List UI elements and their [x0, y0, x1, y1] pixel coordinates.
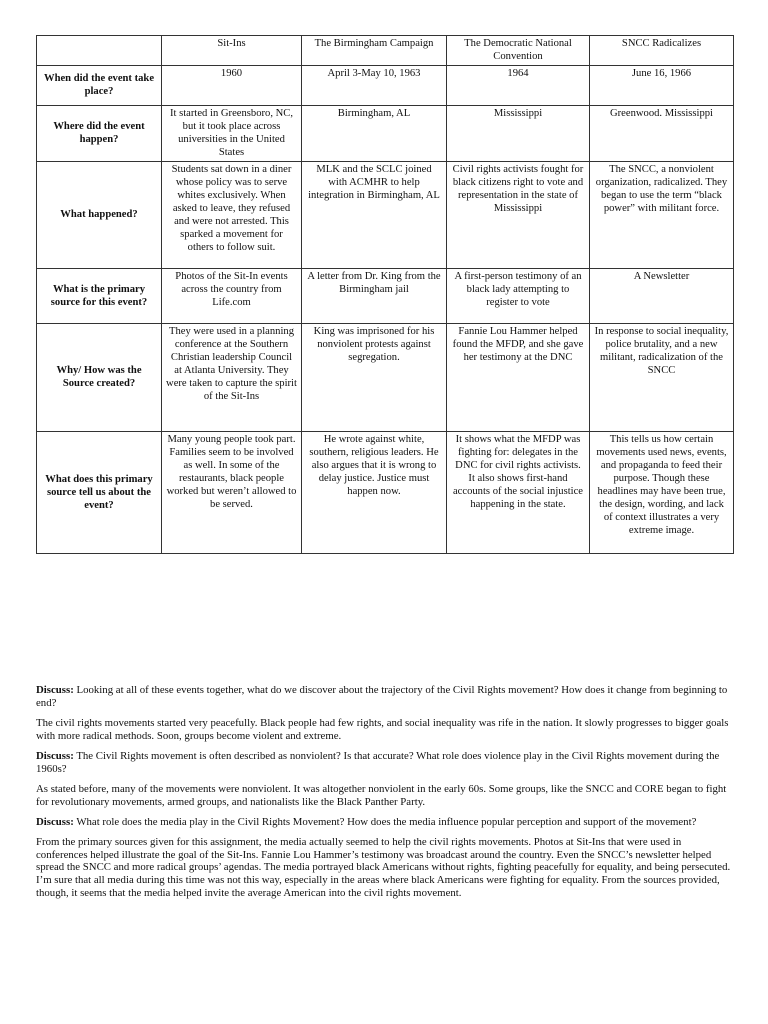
table-cell: It started in Greensboro, NC, but it took place across universities in the United States: [162, 106, 302, 162]
column-header-sit-ins: Sit-Ins: [162, 36, 302, 66]
discuss-question: Looking at all of these events together, what do we discover about the trajectory of the Civil Rights movement? How does it change from beginning to end?: [36, 684, 728, 709]
row-question: Where did the event happen?: [37, 106, 162, 162]
table-cell: He wrote against white, southern, religious leaders. He also argues that it is wrong to delay justice. Justice must happen now.: [302, 432, 447, 554]
discuss-answer: The civil rights movements started very peacefully. Black people had few rights, and social inequality was rife in the nation. It slowly progresses to bigger goals with more radical methods. Soon, groups become violent and extreme.: [36, 716, 729, 742]
discuss-label: Discuss:: [36, 684, 74, 696]
discuss-prompt: [36, 684, 734, 710]
discuss-question: What role does the media play in the Civil Rights Movement? How does the media influence popular perception and support of the movement?: [76, 815, 697, 828]
table-cell: King was imprisoned for his nonviolent protests against segregation.: [302, 324, 447, 432]
table-cell: 1960: [162, 66, 302, 106]
table-cell: Civil rights activists fought for black citizens right to vote and representation in the state of Mississippi: [447, 162, 590, 269]
row-question: Why/ How was the Source created?: [37, 324, 162, 432]
row-question: When did the event take place?: [37, 66, 162, 106]
column-header-dnc: The Democratic National Convention: [447, 36, 590, 66]
discuss-answer: As stated before, many of the movements were nonviolent. It was altogether nonviolent in the early 60s. Some groups, like the SNCC and CORE began to fight for revolutionary movements, armed groups, and nationalists like the Black Panther Party.: [36, 782, 727, 808]
discuss-answer: From the primary sources given for this assignment, the media actually seemed to help the civil rights movements. Photos at Sit-Ins that were used in conferences helped illustrate the goal of the Sit-Ins. Fannie Lou Hammer’s testimony was broadcast around the country. Even the SNCC’s newsletter helped spread the SNCC and more radical groups’ agendas. The media portrayed black Americans without rights, fighting peacefully for equality, and being persecuted. I’m sure that all media during this time was not this way, especially in the areas where black Americans were fighting for equality. From the sources provided, though, it seems that the media helped invite the average American into the civil rights movement.: [36, 835, 731, 900]
table-row: [37, 269, 734, 324]
table-cell: June 16, 1966: [590, 66, 734, 106]
table-cell: Birmingham, AL: [302, 106, 447, 162]
table-cell: Many young people took part. Families seem to be involved as well. In some of the restaurants, black people worked but weren’t allowed to be served.: [162, 432, 302, 554]
table-cell: Photos of the Sit-In events across the country from Life.com: [162, 269, 302, 324]
table-cell: Mississippi: [447, 106, 590, 162]
table-cell: In response to social inequality, police brutality, and a new militant, radicalization of the SNCC: [590, 324, 734, 432]
table-header-row: [37, 36, 734, 66]
discuss-label: Discuss:: [36, 815, 74, 828]
table-cell: A letter from Dr. King from the Birmingham jail: [302, 269, 447, 324]
table-cell: It shows what the MFDP was fighting for: delegates in the DNC for civil rights activists. It also shows first-hand accounts of the social injustice happening in the state.: [447, 432, 590, 554]
row-question: What happened?: [37, 162, 162, 269]
table-cell: They were used in a planning conference at the Southern Christian leadership Council at Atlanta University. They were taken to capture the spirit of the Sit-Ins: [162, 324, 302, 432]
table-cell: A first-person testimony of an black lady attempting to register to vote: [447, 269, 590, 324]
table-row: [37, 324, 734, 432]
discuss-label: Discuss:: [36, 749, 74, 762]
table-row: [37, 106, 734, 162]
table-cell: Fannie Lou Hammer helped found the MFDP, and she gave her testimony at the DNC: [447, 324, 590, 432]
discuss-question: The Civil Rights movement is often described as nonviolent? Is that accurate? What role does violence play in the Civil Rights movement during the 1960s?: [36, 749, 720, 775]
table-cell: The SNCC, a nonviolent organization, radicalized. They began to use the term “black power” with militant force.: [590, 162, 734, 269]
discuss-prompt: [36, 816, 734, 829]
row-question: What is the primary source for this event?: [37, 269, 162, 324]
table-cell: MLK and the SCLC joined with ACMHR to help integration in Birmingham, AL: [302, 162, 447, 269]
events-table: [36, 35, 734, 554]
column-header-birmingham: The Birmingham Campaign: [302, 36, 447, 66]
table-cell: Students sat down in a diner whose policy was to serve whites exclusively. When asked to leave, they refused and were not arrested. This sparked a movement for others to follow suit.: [162, 162, 302, 269]
row-question: What does this primary source tell us about the event?: [37, 432, 162, 554]
discussion-section: [36, 684, 734, 907]
corner-cell: [37, 36, 162, 66]
table-cell: Greenwood. Mississippi: [590, 106, 734, 162]
table-row: [37, 162, 734, 269]
discuss-prompt: [36, 750, 734, 776]
table-cell: 1964: [447, 66, 590, 106]
table-cell: April 3-May 10, 1963: [302, 66, 447, 106]
table-cell: This tells us how certain movements used news, events, and propaganda to feed their purpose. Though these headlines may have been true, the design, wording, and lack of context illustrates a very extreme image.: [590, 432, 734, 554]
table-row: [37, 432, 734, 554]
table-row: [37, 66, 734, 106]
table-cell: A Newsletter: [590, 269, 734, 324]
column-header-sncc: SNCC Radicalizes: [590, 36, 734, 66]
